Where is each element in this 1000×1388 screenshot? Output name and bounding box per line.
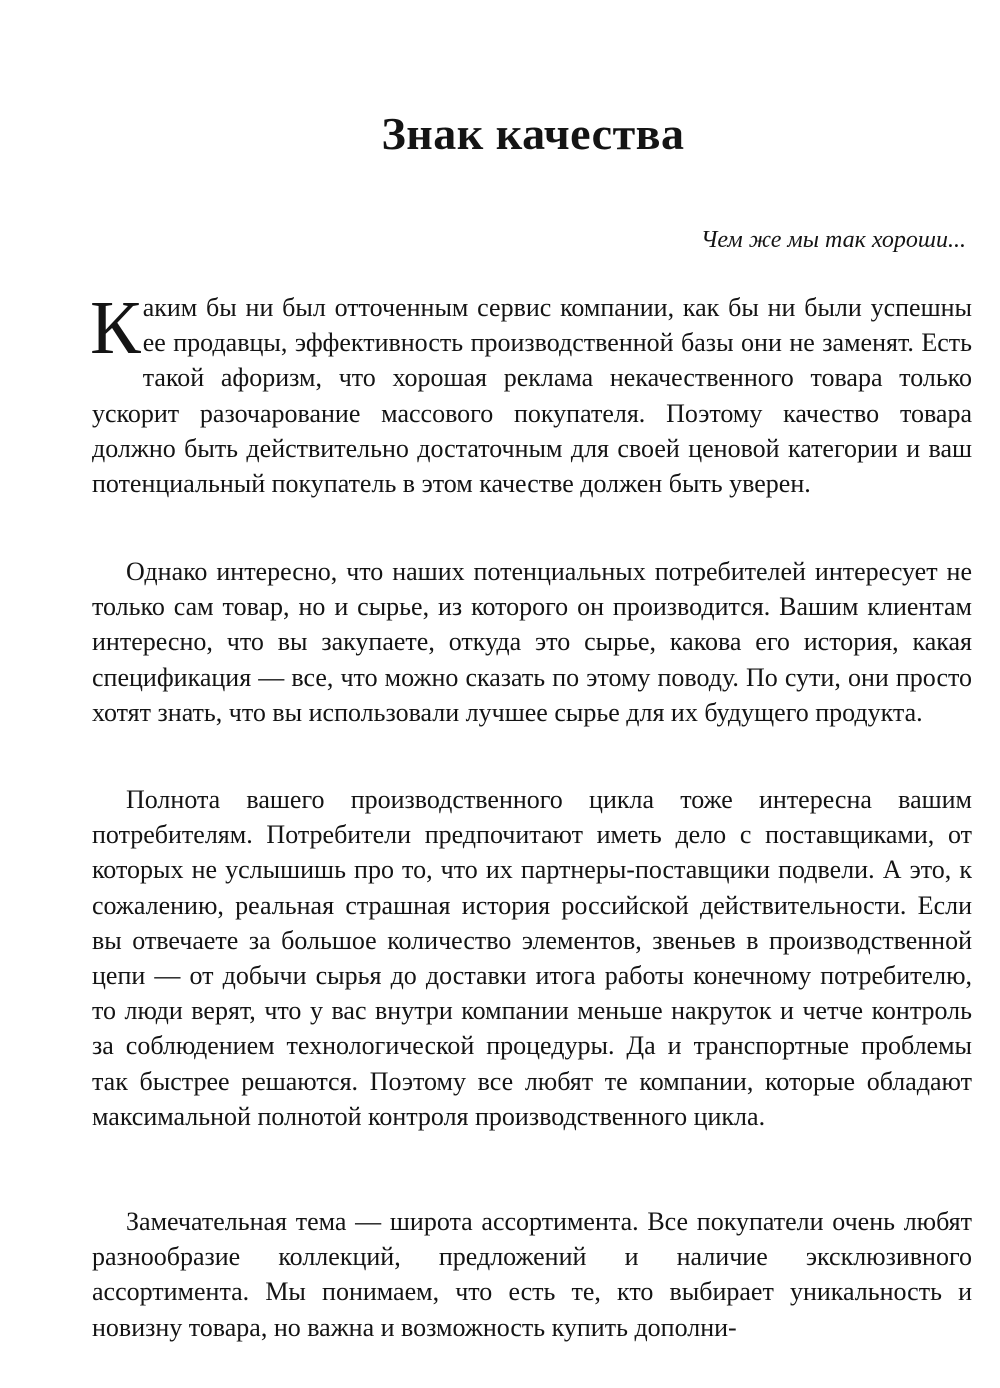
epigraph: Чем же мы так хороши...: [700, 227, 966, 253]
paragraph-1-text: аким бы ни был отточенным сервис компании, как бы ни были успешны ее продавцы, эффективность производственной базы они не заменят. Есть такой афоризм, что хорошая реклама некачественного товара только ускорит разочарование массового покупателя. Поэтому качество товара должно быть действительно достаточным для своей ценовой категории и ваш потенциальный покупатель в этом качестве должен быть уверен.: [92, 293, 972, 499]
paragraph-2: Однако интересно, что наших потенциальных потребителей интересует не только сам товар, но и сырье, из которого он производится. Вашим клиентам интересно, что вы закупаете, откуда это сырье, какова его история, какая спецификация — все, что можно сказать по этому поводу. По сути, они просто хотят знать, что вы использовали лучшее сырье для их будущего продукта.: [92, 557, 972, 727]
paragraph-1: [90, 286, 972, 501]
paragraph-4: Замечательная тема — широта ассортимента. Все покупатели очень любят разнообразие коллекций, предложений и наличие эксклюзивного ассортимента. Мы понимаем, что есть те, кто выбирает уникальность и новизну товара, но важна и возможность купить дополни-: [92, 1207, 972, 1342]
chapter-title: Знак качества: [381, 108, 685, 159]
paragraph-3: Полнота вашего производственного цикла тоже интересна вашим потребителям. Потребители предпочитают иметь дело с поставщиками, от которых не услышишь про то, что их партнеры-поставщики подвели. А это, к сожалению, реальная страшная история российской действительности. Если вы отвечаете за большое количество элементов, звеньев в производственной цепи — от добычи сырья до доставки итога работы конечному потребителю, то люди верят, что у вас внутри компании меньше накруток и четче контроль за соблюдением технологической процедуры. Да и транспортные проблемы так быстрее решаются. Поэтому все любят те компании, которые обладают максимальной полнотой контроля производственного цикла.: [92, 785, 972, 1131]
drop-cap-letter: К: [90, 286, 141, 370]
